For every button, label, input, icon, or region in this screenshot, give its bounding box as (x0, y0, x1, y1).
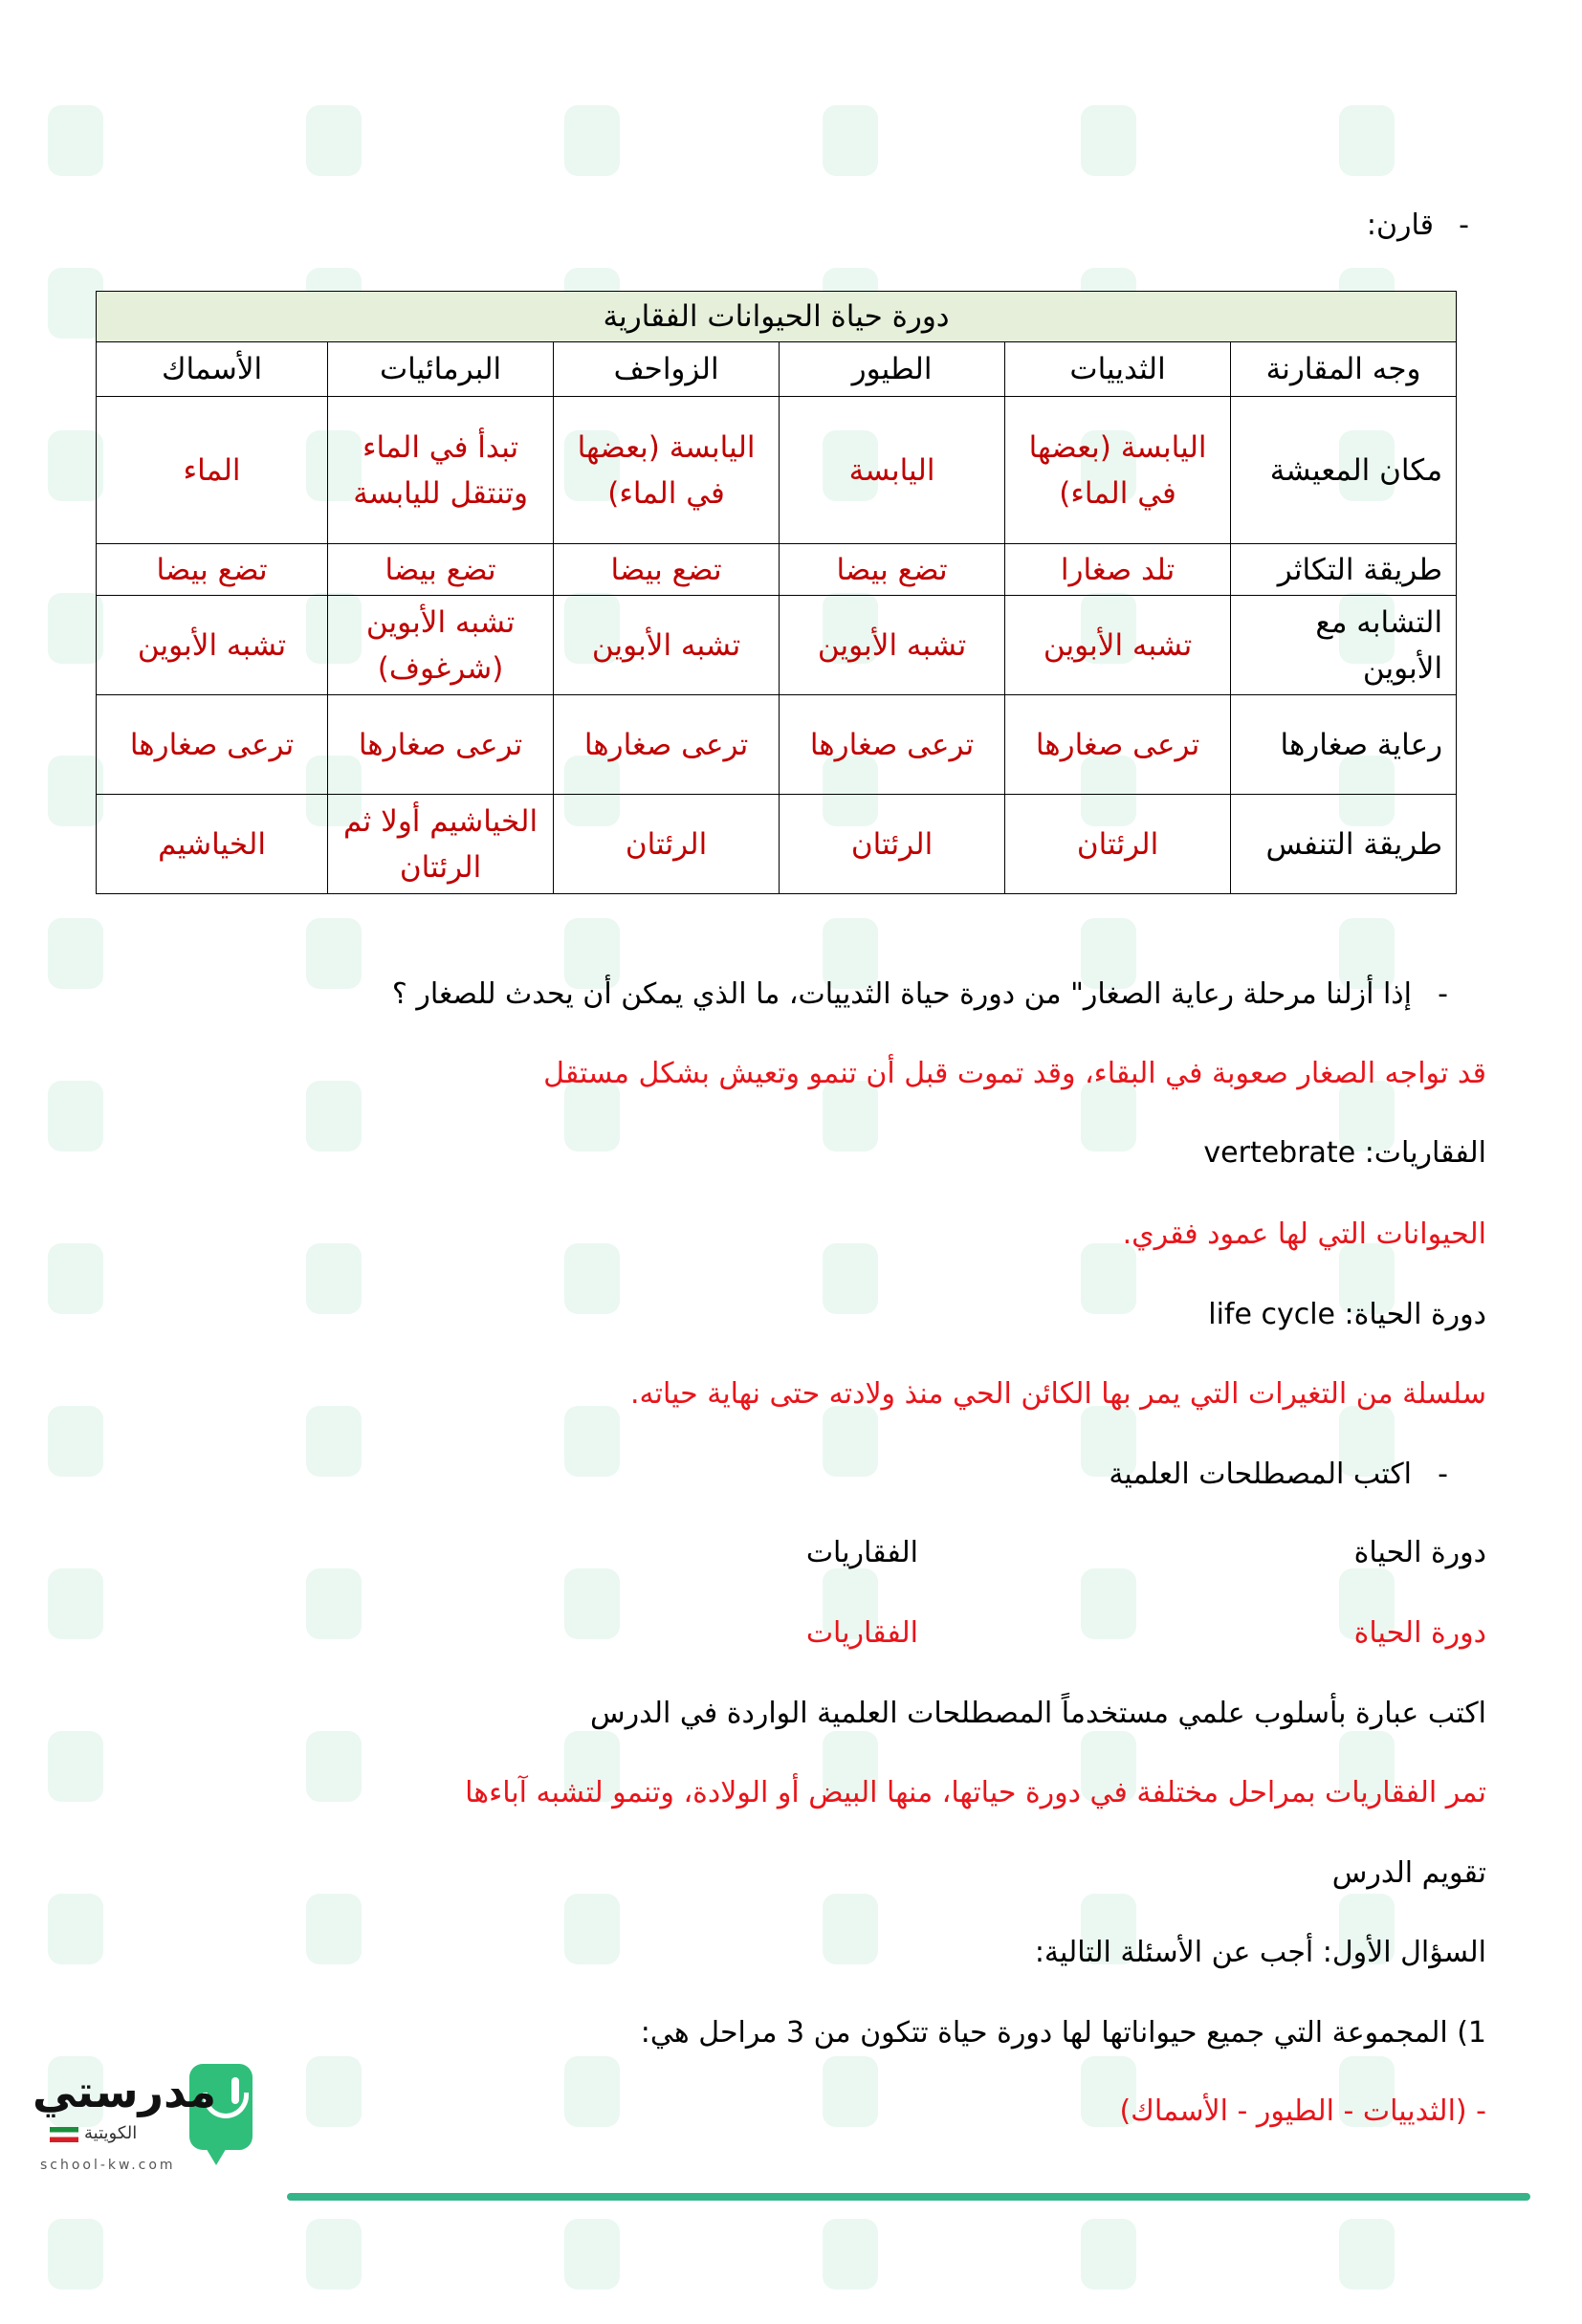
table-cell: تشبه الأبوين (780, 596, 1005, 695)
watermark-badge-icon (48, 2219, 103, 2290)
table-cell: تشبه الأبوين (97, 596, 328, 695)
term-answer-life-cycle: دورة الحياة (1353, 1616, 1486, 1650)
madrasati-logo (27, 2064, 277, 2226)
answer-young-care: قد تواجه الصغار صعوبة في البقاء، وقد تموت قبل أن تنمو وتعيش بشكل مستقل (543, 1057, 1486, 1090)
term-vertebrate-english: vertebrate (1203, 1136, 1356, 1170)
watermark-tile (38, 96, 268, 210)
watermark-tile (297, 2209, 526, 2324)
row-label: طريقة التكاثر (1231, 544, 1457, 596)
table-cell: تضع بيضا (780, 544, 1005, 596)
row-label: التشابه مع الأبوين (1231, 596, 1457, 695)
table-cell: الرئتان (554, 795, 780, 894)
table-row (97, 596, 1457, 695)
definition-life-cycle: سلسلة من التغيرات التي يمر بها الكائن الحي منذ ولادته حتى نهاية حياته. (629, 1377, 1486, 1411)
watermark-badge-icon (48, 1568, 103, 1639)
table-row (97, 695, 1457, 795)
term-life-cycle-english: life cycle (1208, 1298, 1335, 1331)
term-life-cycle (96, 1294, 1486, 1336)
table-cell: تشبه الأبوين (شرغوف) (328, 596, 554, 695)
definition-vertebrate: الحيوانات التي لها عمود فقري. (1122, 1217, 1486, 1251)
sentence-answer: تمر الفقاريات بمراحل مختلفة في دورة حياتها، منها البيض أو الولادة، وتنمو لتشبه آباءها (465, 1776, 1486, 1809)
watermark-tile (38, 1559, 268, 1674)
term-answer-vertebrates: الفقاريات (805, 1616, 918, 1650)
question-young-care: إذا أزلنا مرحلة رعاية الصغار" من دورة حياة الثدييات، ما الذي يمكن أن يحدث للصغار ؟ (391, 977, 1412, 1011)
watermark-badge-icon (1081, 105, 1136, 176)
watermark-badge-icon (306, 2219, 362, 2290)
table-cell: تضع بيضا (97, 544, 328, 596)
table-cell: الرئتان (1005, 795, 1231, 894)
logo-brand: مدرستي (33, 2066, 217, 2117)
watermark-tile (555, 1559, 784, 1674)
comparison-table (96, 291, 1457, 894)
watermark-tile (297, 96, 526, 210)
watermark-tile (555, 2209, 784, 2324)
bullet-dash: - (1438, 1458, 1448, 1491)
table-title: دورة حياة الحيوانات الفقارية (97, 292, 1457, 342)
watermark-tile (1071, 96, 1301, 210)
watermark-tile (1071, 1559, 1301, 1674)
table-cell: تشبه الأبوين (554, 596, 780, 695)
watermark-badge-icon (564, 2219, 620, 2290)
evaluation-title: تقويم الدرس (1331, 1856, 1486, 1890)
watermark-badge-icon (1081, 2219, 1136, 2290)
table-cell: ترعى صغارها (554, 695, 780, 795)
table-cell: اليابسة (بعضها في الماء) (1005, 397, 1231, 544)
table-cell: الرئتان (780, 795, 1005, 894)
watermark-tile (813, 96, 1043, 210)
table-cell: تلد صغارا (1005, 544, 1231, 596)
compare-label: قارن: (1366, 208, 1434, 242)
table-row (97, 397, 1457, 544)
table-cell: تبدأ في الماء وتنتقل لليابسة (328, 397, 554, 544)
evaluation-question-heading: السؤال الأول: أجب عن الأسئلة التالية: (1034, 1936, 1486, 1969)
watermark-badge-icon (1339, 2219, 1395, 2290)
term-life-cycle-label: دورة الحياة: (1344, 1298, 1486, 1331)
watermark-badge-icon (564, 1568, 620, 1639)
evaluation-q1-answer: - (الثدييات - الطيور - الأسماك) (1119, 2094, 1486, 2128)
watermark-tile (1071, 2209, 1301, 2324)
table-row (97, 544, 1457, 596)
term-item-vertebrates: الفقاريات (805, 1536, 918, 1569)
table-cell: ترعى صغارها (780, 695, 1005, 795)
table-cell: اليابسة (بعضها في الماء) (554, 397, 780, 544)
watermark-badge-icon (306, 105, 362, 176)
watermark-tile (813, 2209, 1043, 2324)
row-label: طريقة التنفس (1231, 795, 1457, 894)
header-fish: الأسماك (97, 342, 328, 397)
kuwait-flag-icon (50, 2127, 78, 2142)
table-cell: تضع بيضا (554, 544, 780, 596)
table-cell: تشبه الأبوين (1005, 596, 1231, 695)
watermark-tile (555, 96, 784, 210)
header-reptiles: الزواحف (554, 342, 780, 397)
watermark-badge-icon (306, 1568, 362, 1639)
watermark-badge-icon (1081, 1568, 1136, 1639)
logo-url: school-kw.com (40, 2158, 176, 2173)
row-label: مكان المعيشة (1231, 397, 1457, 544)
header-amphibians: البرمائيات (328, 342, 554, 397)
header-comparison: وجه المقارنة (1231, 342, 1457, 397)
bullet-dash: - (1459, 208, 1469, 242)
term-vertebrate-label: الفقاريات: (1364, 1136, 1486, 1170)
watermark-tile (1329, 96, 1559, 210)
table-cell: ترعى صغارها (328, 695, 554, 795)
table-cell: ترعى صغارها (97, 695, 328, 795)
table-cell: الخياشيم أولا ثم الرئتان (328, 795, 554, 894)
watermark-badge-icon (48, 105, 103, 176)
watermark-tile (1329, 2209, 1559, 2324)
header-mammals: الثدييات (1005, 342, 1231, 397)
table-cell: اليابسة (780, 397, 1005, 544)
evaluation-q1-answer-text: (الثدييات - الطيور - الأسماك) (1119, 2094, 1467, 2128)
table-cell: تضع بيضا (328, 544, 554, 596)
evaluation-q1: 1) المجموعة التي جميع حيواناتها لها دورة حياة تتكون من 3 مراحل هي: (640, 2016, 1486, 2050)
table-cell: ترعى صغارها (1005, 695, 1231, 795)
watermark-badge-icon (1339, 105, 1395, 176)
watermark-tile (38, 2209, 268, 2324)
term-item-life-cycle: دورة الحياة (1353, 1536, 1486, 1569)
table-row (97, 795, 1457, 894)
write-terms-title: اكتب المصطلحات العلمية (1109, 1458, 1412, 1491)
table-cell: الخياشيم (97, 795, 328, 894)
logo-badge-tail (205, 2146, 228, 2165)
row-label: رعاية صغارها (1231, 695, 1457, 795)
sentence-prompt: اكتب عبارة بأسلوب علمي مستخدماً المصطلحات العلمية الواردة في الدرس (590, 1697, 1486, 1730)
watermark-badge-icon (564, 105, 620, 176)
watermark-tile (297, 1559, 526, 1674)
bullet-dash: - (1438, 977, 1448, 1011)
watermark-badge-icon (823, 105, 878, 176)
watermark-badge-icon (823, 2219, 878, 2290)
logo-subtitle: الكويتية (84, 2123, 138, 2143)
header-birds: الطيور (780, 342, 1005, 397)
term-vertebrate (96, 1132, 1486, 1174)
footer-bar (287, 2193, 1530, 2201)
table-cell: الماء (97, 397, 328, 544)
